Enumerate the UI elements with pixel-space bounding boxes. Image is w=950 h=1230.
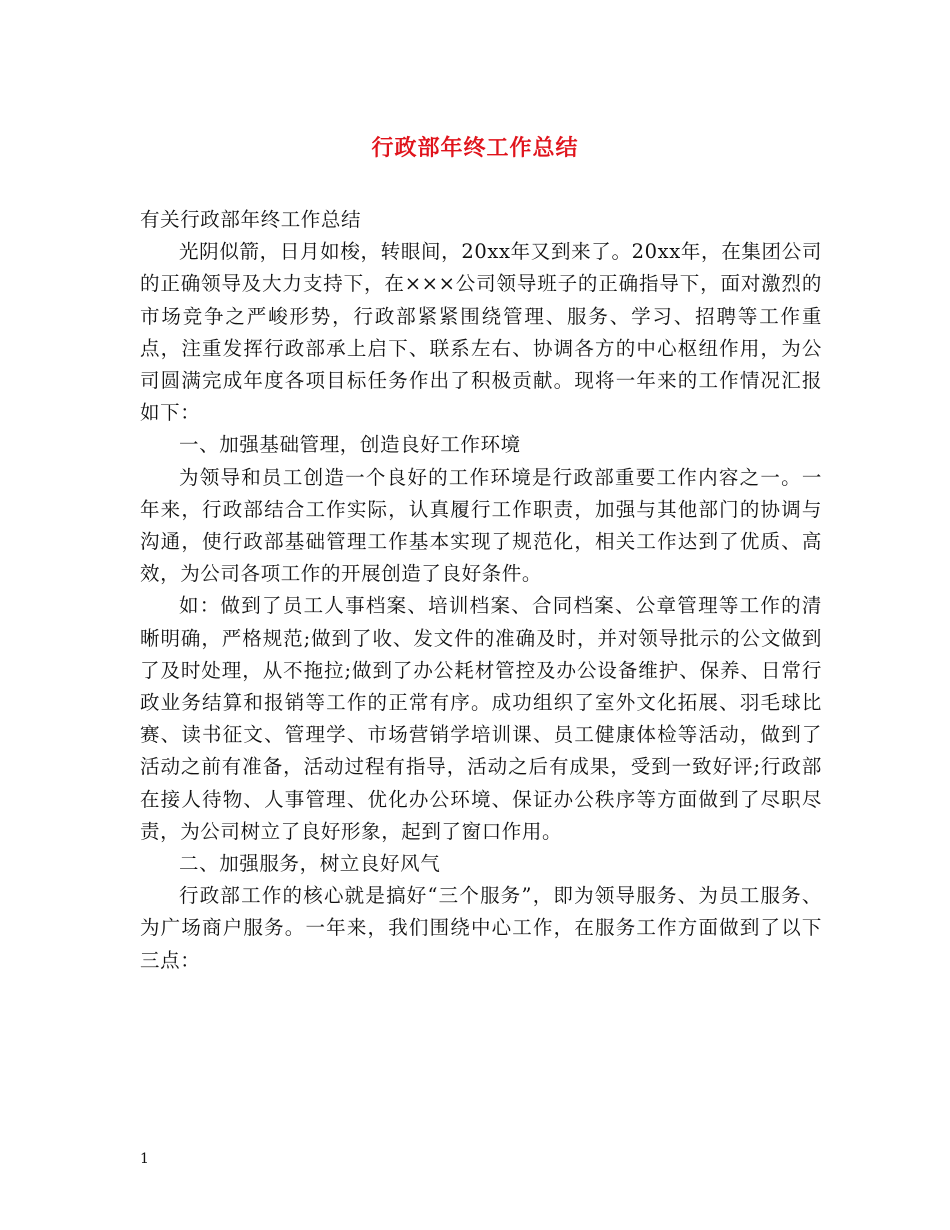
document-body [140, 204, 822, 977]
section-heading-2: 二、加强服务，树立良好风气 [179, 852, 441, 876]
paragraph-section-1-b: 如：做到了员工人事档案、培训档案、合同档案、公章管理等工作的清晰明确，严格规范;做到了收、发文件的准确及时，并对领导批示的公文做到了及时处理，从不拖拉;做到了办公耗材管控及办公设备维护、保养、日常行政业务结算和报销等工作的正常有序。成功组织了室外文化拓展、羽毛球比赛、读书征文、管理学、市场营销学培训课、员工健康体检等活动，做到了活动之前有准备，活动过程有指导，活动之后有成果，受到一致好评;行政部在接人待物、人事管理、优化办公环境、保证办公秩序等方面做到了尽职尽责，为公司树立了良好形象，起到了窗口作用。 [140, 594, 822, 843]
paragraph-section-2: 行政部工作的核心就是搞好“三个服务”，即为领导服务、为员工服务、为广场商户服务。一年来，我们围绕中心工作，在服务工作方面做到了以下三点： [140, 884, 822, 972]
page-number: 1 [140, 1151, 149, 1167]
paragraph-intro: 光阴似箭，日月如梭，转眼间，20xx年又到来了。20xx年，在集团公司的正确领导及大力支持下，在×××公司领导班子的正确指导下，面对激烈的市场竞争之严峻形势，行政部紧紧围绕管理、服务、学习、招聘等工作重点，注重发挥行政部承上启下、联系左右、协调各方的中心枢纽作用，为公司圆满完成年度各项目标任务作出了积极贡献。现将一年来的工作情况汇报如下： [140, 240, 822, 425]
document-title: 行政部年终工作总结 [371, 135, 579, 161]
section-heading-1: 一、加强基础管理，创造良好工作环境 [179, 433, 521, 457]
paragraph-section-1-a: 为领导和员工创造一个良好的工作环境是行政部重要工作内容之一。一年来，行政部结合工作实际，认真履行工作职责，加强与其他部门的协调与沟通，使行政部基础管理工作基本实现了规范化，相关工作达到了优质、高效，为公司各项工作的开展创造了良好条件。 [140, 465, 822, 586]
document-subtitle: 有关行政部年终工作总结 [140, 208, 362, 231]
